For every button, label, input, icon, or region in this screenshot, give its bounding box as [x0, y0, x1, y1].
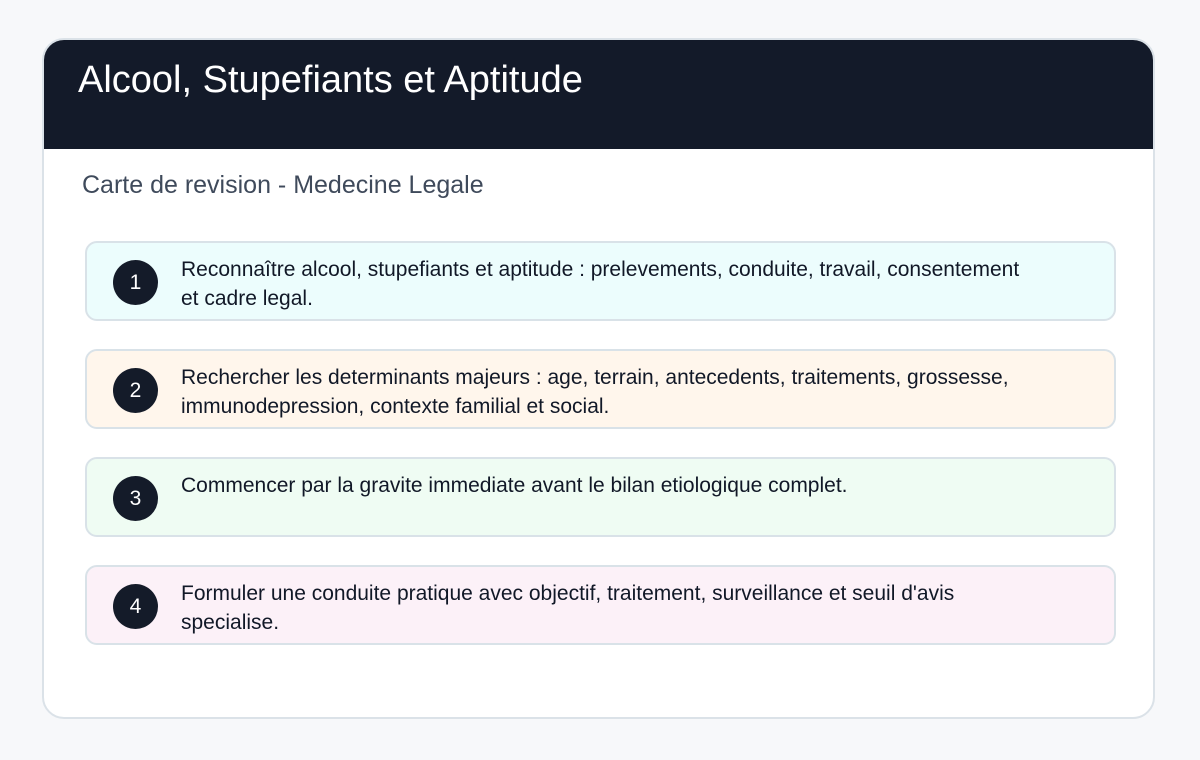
- card-subtitle: Carte de revision - Medecine Legale: [82, 171, 484, 199]
- page-title: Alcool, Stupefiants et Aptitude: [78, 59, 583, 101]
- item-text: Commencer par la gravite immediate avant le bilan etiologique complet.: [181, 474, 848, 497]
- item-text: Formuler une conduite pratique avec objectif, traitement, surveillance et seuil d'avis specialise.: [181, 582, 955, 634]
- list-item: [85, 349, 1116, 429]
- list-item: [85, 241, 1116, 321]
- list-item: [85, 457, 1116, 537]
- list-item: [85, 565, 1116, 645]
- item-number-badge: 2: [113, 368, 158, 413]
- item-number-badge: 4: [113, 584, 158, 629]
- item-text: Reconnaître alcool, stupefiants et aptitude : prelevements, conduite, travail, consentement et cadre legal.: [181, 258, 1020, 310]
- revision-card: [42, 38, 1155, 719]
- item-number-badge: 1: [113, 260, 158, 305]
- card-header: [42, 38, 1155, 149]
- item-number-badge: 3: [113, 476, 158, 521]
- item-text: Rechercher les determinants majeurs : age, terrain, antecedents, traitements, grossesse, immunodepression, contexte familial et social.: [181, 366, 1009, 418]
